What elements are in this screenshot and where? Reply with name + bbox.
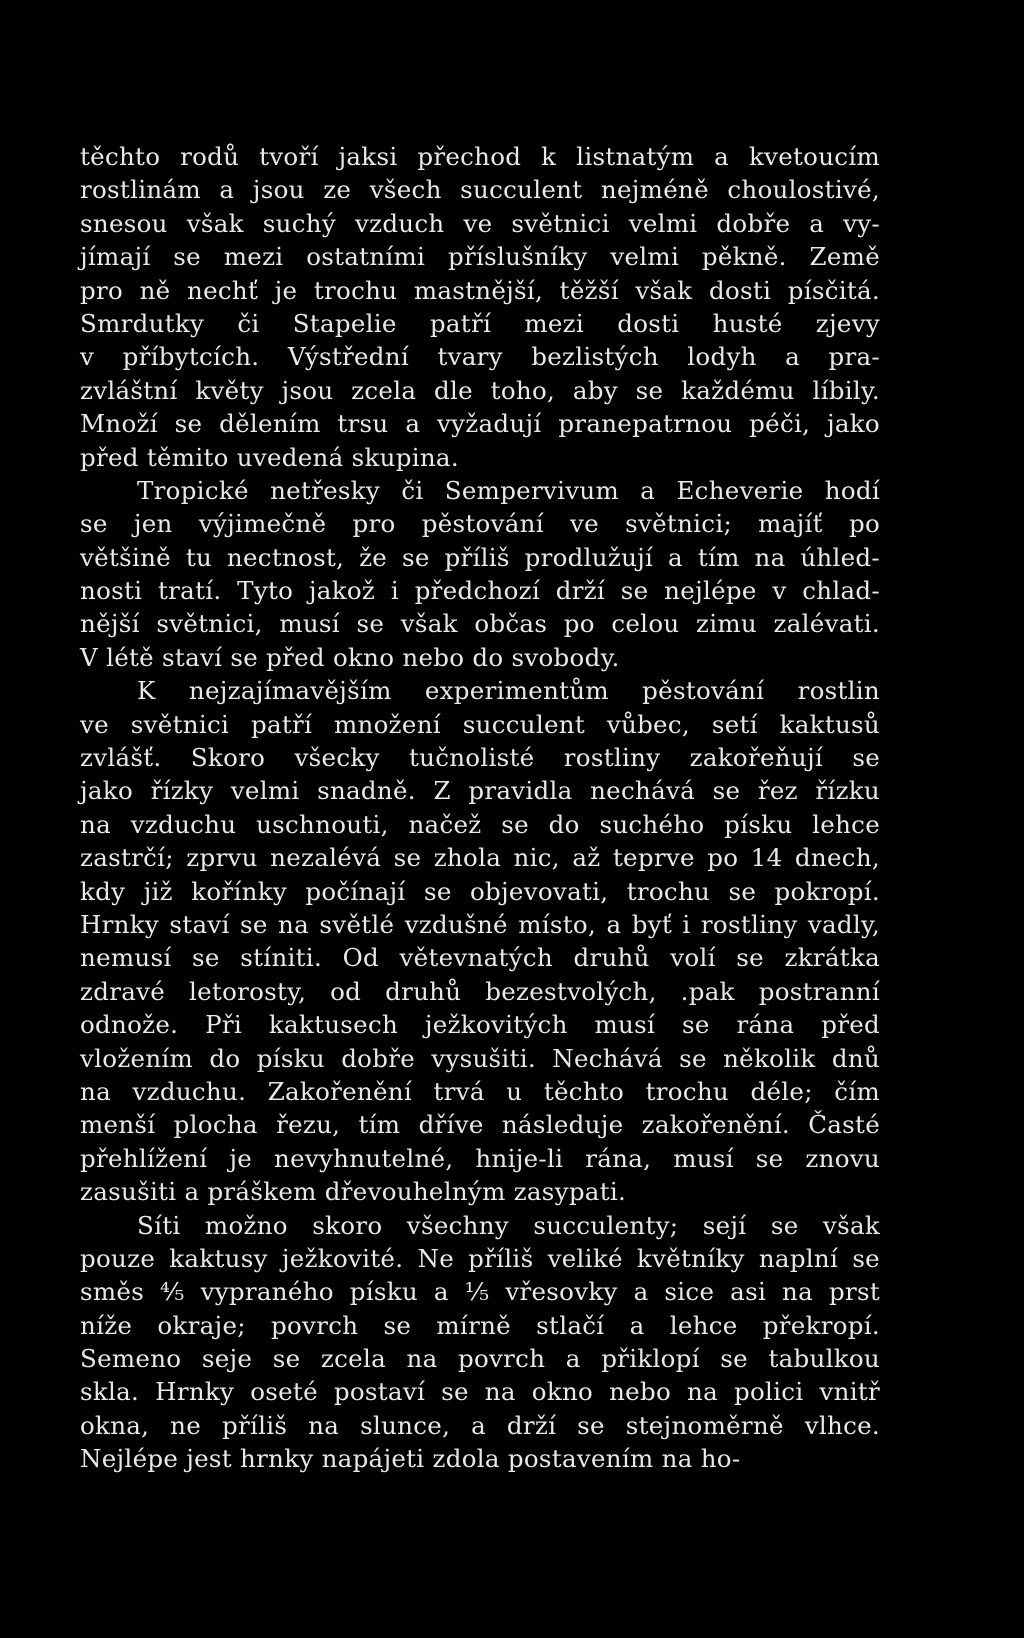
text-line: v příbytcích. Výstřední tvary bezlistých lodyh a pra-	[80, 342, 880, 372]
text-line: směs ⁴⁄₅ vypraného písku a ¹⁄₅ vřesovky a sice asi na prst	[80, 1277, 880, 1307]
text-line: se jen výjimečně pro pěstování ve světnici; majíť po	[80, 509, 880, 539]
text-line: Nejlépe jest hrnky napájeti zdola postavením na ho-	[80, 1444, 741, 1474]
text-line: menší plocha řezu, tím dříve následuje zakořenění. Časté	[80, 1110, 880, 1140]
text-line: zvláštní květy jsou zcela dle toho, aby se každému líbily.	[80, 375, 880, 405]
text-line: přehlížení je nevyhnutelné, hnije-li rána, musí se znovu	[80, 1143, 880, 1173]
text-line: většině tu nectnost, že se příliš prodlužují a tím na úhled-	[80, 542, 880, 572]
text-line: odnože. Při kaktusech ježkovitých musí se rána před	[80, 1010, 880, 1040]
text-line: zasušiti a práškem dřevouhelným zasypati.	[80, 1177, 627, 1207]
text-line: jímají se mezi ostatními příslušníky velmi pěkně. Země	[80, 242, 880, 272]
text-line: V létě staví se před okno nebo do svobody.	[80, 642, 620, 672]
text-line: zdravé letorosty, od druhů bezestvolých, .pak postranní	[80, 976, 880, 1006]
text-line: pouze kaktusy ježkovité. Ne příliš veliké květníky naplní se	[80, 1243, 880, 1273]
text-line: okna, ne příliš na slunce, a drží se stejnoměrně vlhce.	[80, 1410, 880, 1440]
text-line: ve světnici patří množení succulent vůbec, setí kaktusů	[80, 709, 880, 739]
text-line: kdy již kořínky počínají se objevovati, trochu se pokropí.	[80, 876, 880, 906]
text-line: zastrčí; zprvu nezalévá se zhola nic, až teprve po 14 dnech,	[80, 843, 880, 873]
text-line: Tropické netřesky či Sempervivum a Echeverie hodí	[137, 475, 880, 505]
text-line: Hrnky staví se na světlé vzdušné místo, a byť i rostliny vadly,	[80, 909, 880, 939]
text-line: rostlinám a jsou ze všech succulent nejméně choulostivé,	[80, 175, 880, 205]
text-line: na vzduchu. Zakořenění trvá u těchto trochu déle; čím	[80, 1076, 880, 1106]
text-line: vložením do písku dobře vysušiti. Nechává se několik dnů	[80, 1043, 880, 1073]
text-line: nemusí se stíniti. Od větevnatých druhů volí se zkrátka	[80, 943, 880, 973]
text-line: zvlášť. Skoro všecky tučnolisté rostliny zakořeňují se	[80, 743, 880, 773]
text-line: pro ně nechť je trochu mastnější, těžší však dosti písčitá.	[80, 275, 880, 305]
text-line: jako řízky velmi snadně. Z pravidla nechává se řez řízku	[80, 776, 880, 806]
text-line: níže okraje; povrch se mírně stlačí a lehce překropí.	[80, 1310, 880, 1340]
text-line: Množí se dělením trsu a vyžadují pranepatrnou péči, jako	[80, 409, 880, 439]
text-line: na vzduchu uschnouti, načež se do suchého písku lehce	[80, 809, 880, 839]
text-line: Semeno seje se zcela na povrch a přiklopí se tabulkou	[80, 1344, 880, 1374]
text-line: Smrdutky či Stapelie patří mezi dosti husté zjevy	[80, 308, 880, 338]
text-line: K nejzajímavějším experimentům pěstování rostlin	[137, 676, 880, 706]
page-text	[80, 140, 880, 1476]
text-line: nosti tratí. Tyto jakož i předchozí drží se nejlépe v chlad-	[80, 576, 880, 606]
text-line: skla. Hrnky oseté postaví se na okno nebo na polici vnitř	[80, 1377, 880, 1407]
text-line: před těmito uvedená skupina.	[80, 442, 459, 472]
text-line: těchto rodů tvoří jaksi přechod k listnatým a kvetoucím	[80, 142, 880, 171]
text-line: Síti možno skoro všechny succulenty; sejí se však	[137, 1210, 880, 1240]
text-line: snesou však suchý vzduch ve světnici velmi dobře a vy-	[80, 208, 880, 238]
text-line: nější světnici, musí se však občas po celou zimu zalévati.	[80, 609, 880, 639]
